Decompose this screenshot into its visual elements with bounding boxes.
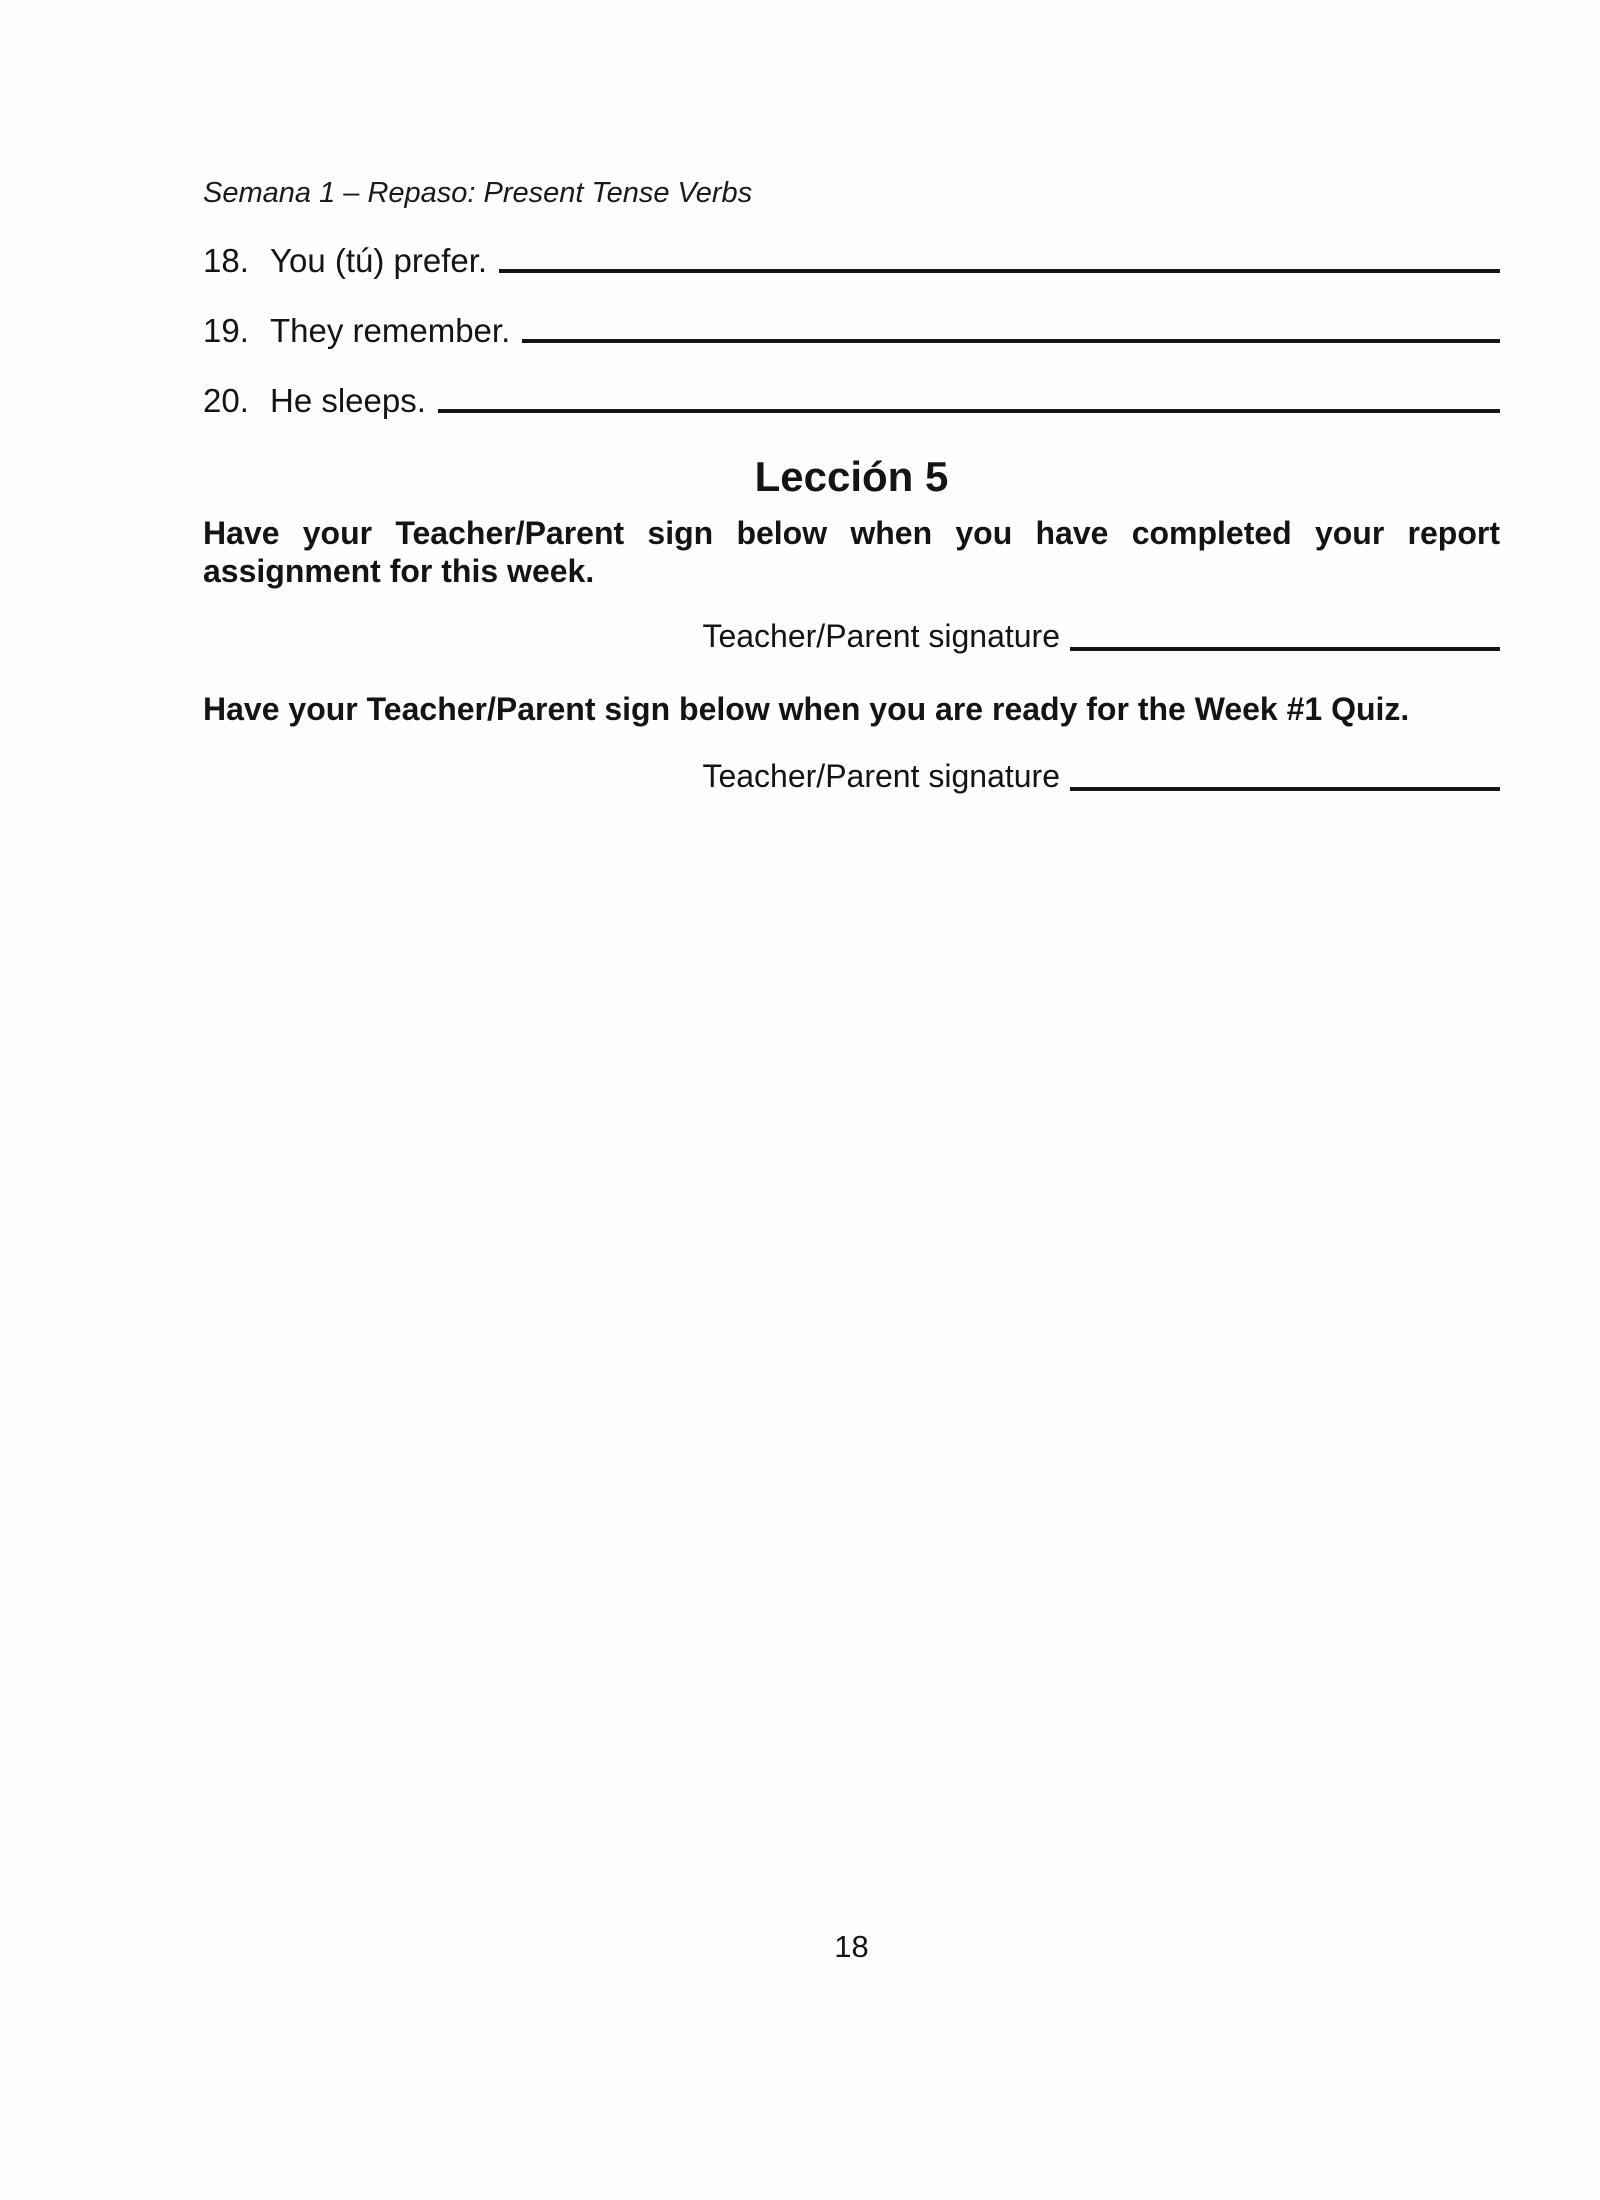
page-content — [203, 178, 1500, 795]
list-item — [203, 314, 1500, 348]
answer-blank-line — [522, 339, 1500, 343]
list-item — [203, 244, 1500, 278]
list-item — [203, 384, 1500, 418]
item-number: 20. — [203, 382, 249, 419]
report-instruction-text: Have your Teacher/Parent sign below when you have completed your report assignment for this week. — [203, 515, 1500, 589]
exercise-list — [203, 244, 1500, 418]
signature-label: Teacher/Parent signature — [702, 618, 1060, 654]
signature-label: Teacher/Parent signature — [702, 758, 1060, 794]
signature-row-quiz — [203, 758, 1500, 795]
item-number: 19. — [203, 312, 249, 349]
item-number: 18. — [203, 242, 249, 279]
answer-blank-line — [438, 409, 1500, 413]
signature-blank-line — [1070, 647, 1500, 651]
section-heading: Lección 5 — [754, 453, 949, 500]
quiz-instruction-text: Have your Teacher/Parent sign below when you are ready for the Week #1 Quiz. — [203, 691, 1410, 727]
item-prompt: You (tú) prefer. — [270, 242, 488, 279]
item-prompt: He sleeps. — [270, 382, 426, 419]
item-prompt: They remember. — [270, 312, 511, 349]
signature-row-report — [203, 618, 1500, 655]
running-header: Semana 1 – Repaso: Present Tense Verbs — [203, 177, 753, 209]
signature-blank-line — [1070, 787, 1500, 791]
page-number: 18 — [834, 1929, 869, 1964]
answer-blank-line — [499, 269, 1500, 273]
